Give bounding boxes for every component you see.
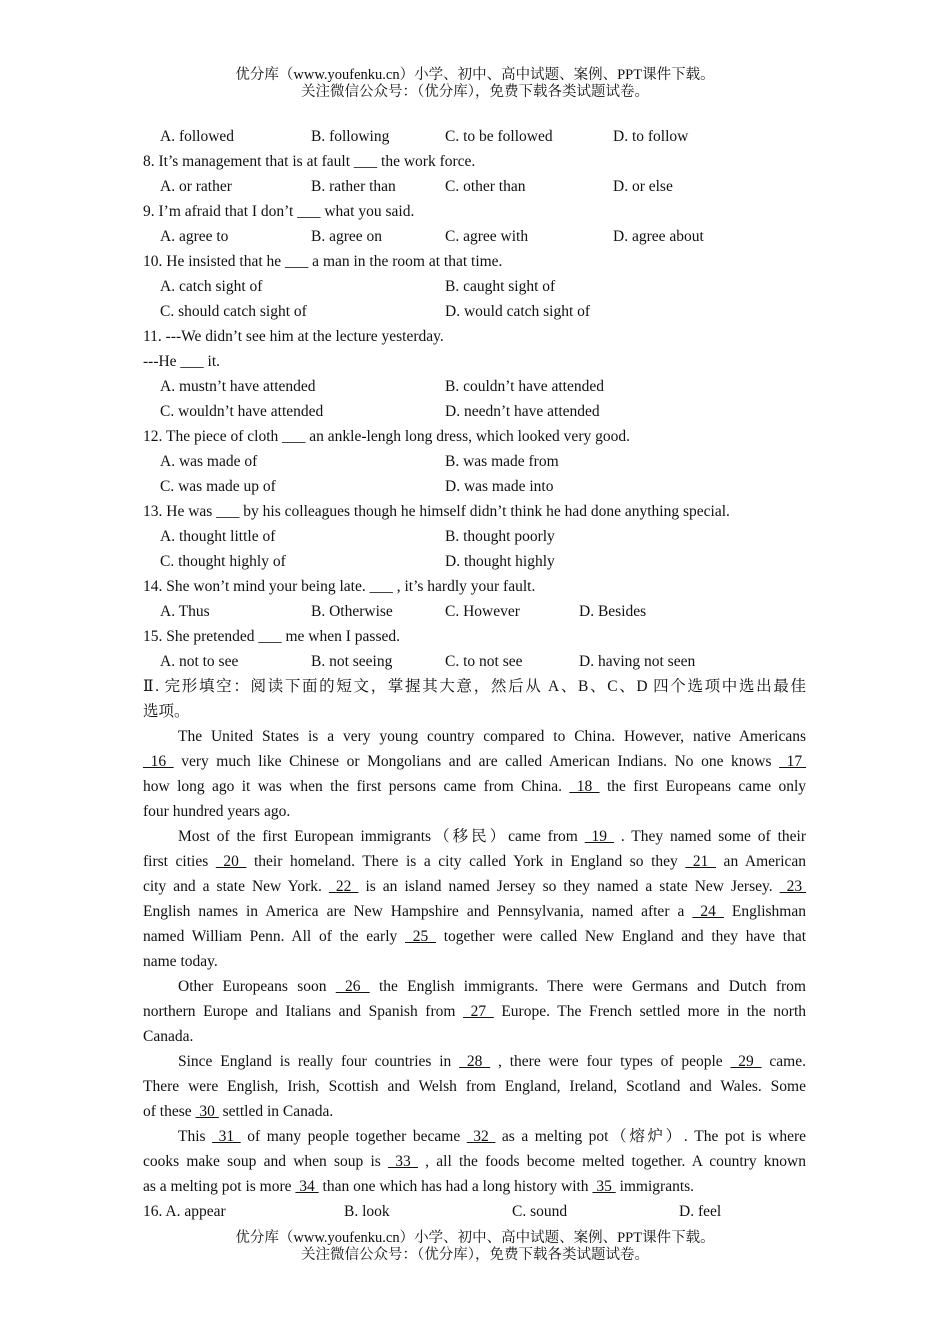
passage-text: than one which has had a long history with <box>318 1178 593 1195</box>
passage-text: Canada. <box>143 1028 194 1045</box>
blank-number: 34 <box>295 1178 319 1195</box>
q8-option-a: A. or rather <box>160 178 232 195</box>
q13-option-d: D. thought highly <box>445 553 555 570</box>
q11-option-b: B. couldn’t have attended <box>445 378 604 395</box>
q8-option-b: B. rather than <box>311 178 396 195</box>
q9-option-c: C. agree with <box>445 228 529 245</box>
passage-text: city and a state New York. <box>143 878 329 895</box>
exam-content <box>143 124 806 1224</box>
q16-options <box>143 1199 806 1224</box>
blank-number: 19 <box>584 828 614 845</box>
passage-text: English names in America are New Hampshire and Pennsylvania, named after a <box>143 903 693 920</box>
q14-option-d: D. Besides <box>579 603 647 620</box>
passage-line <box>143 999 806 1024</box>
blank-number: 24 <box>692 903 724 920</box>
blank-number: 30 <box>195 1103 219 1120</box>
q12-stem: 12. The piece of cloth ___ an ankle-lengh long dress, which looked very good. <box>143 428 630 445</box>
q12-option-b: B. was made from <box>445 453 559 470</box>
q13-options-ab <box>143 524 806 549</box>
passage-line <box>143 1124 806 1149</box>
q12-options-cd <box>143 474 806 499</box>
blank-number: 31 <box>212 1128 241 1145</box>
q12-option-a: A. was made of <box>160 453 258 470</box>
passage-line <box>143 799 806 824</box>
passage-line <box>143 1174 806 1199</box>
passage-text: Other Europeans soon <box>178 978 336 995</box>
passage-text: Europe. The French settled more in the north <box>493 1003 807 1020</box>
passage-text: , all the foods become melted together. A country known <box>417 1153 806 1170</box>
passage-text: settled in Canada. <box>218 1103 334 1120</box>
q8-options <box>143 174 806 199</box>
passage-text: came. <box>761 1053 806 1070</box>
passage-text: of these <box>143 1103 196 1120</box>
q10-option-b: B. caught sight of <box>445 278 556 295</box>
passage-text: four hundred years ago. <box>143 803 291 820</box>
q13-option-a: A. thought little of <box>160 528 276 545</box>
q11-option-d: D. needn’t have attended <box>445 403 600 420</box>
header-line-1: 优分库（www.youfenku.cn）小学、初中、高中试题、案例、PPT课件下载。 <box>235 67 715 83</box>
page-header <box>0 67 950 101</box>
q10-option-c: C. should catch sight of <box>160 303 307 320</box>
q10-stem: 10. He insisted that he ___ a man in the room at that time. <box>143 253 503 270</box>
passage-line <box>143 1049 806 1074</box>
q16-option-d: D. feel <box>679 1203 722 1220</box>
blank-number: 28 <box>459 1053 491 1070</box>
cloze-passage <box>143 724 806 1199</box>
section-2-heading: Ⅱ. 完形填空：阅读下面的短文，掌握其大意，然后从 A、B、C、D 四个选项中选出最佳 <box>143 678 806 695</box>
header-line-2: 关注微信公众号：（优分库），免费下载各类试题试卷。 <box>301 84 649 100</box>
passage-line <box>143 849 806 874</box>
q11-options-cd <box>143 399 806 424</box>
passage-text: of many people together became <box>240 1128 467 1145</box>
passage-text: Since England is really four countries in <box>178 1053 460 1070</box>
q10-options-cd <box>143 299 806 324</box>
blank-number: 17 <box>779 753 807 770</box>
q12-option-d: D. was made into <box>445 478 554 495</box>
passage-text: named William Penn. All of the early <box>143 928 406 945</box>
footer-line-2: 关注微信公众号：（优分库），免费下载各类试题试卷。 <box>301 1247 649 1263</box>
q9-options <box>143 224 806 249</box>
q11-reply: ---He ___ it. <box>143 353 221 370</box>
passage-text: an American <box>716 853 807 870</box>
q15-option-c: C. to not see <box>445 653 523 670</box>
q14-stem: 14. She won’t mind your being late. ___ , it’s hardly your fault. <box>143 578 536 595</box>
q10-option-a: A. catch sight of <box>160 278 263 295</box>
page-footer <box>0 1230 950 1264</box>
blank-number: 27 <box>463 1003 494 1020</box>
q9-stem: 9. I’m afraid that I don’t ___ what you said. <box>143 203 415 220</box>
passage-line <box>143 1149 806 1174</box>
q8-option-c: C. other than <box>445 178 526 195</box>
passage-text: together were called New England and they have that <box>436 928 807 945</box>
q11-option-c: C. wouldn’t have attended <box>160 403 324 420</box>
section-2-heading-cont: 选项。 <box>143 703 190 720</box>
blank-number: 29 <box>730 1053 762 1070</box>
blank-number: 32 <box>466 1128 496 1145</box>
blank-number: 23 <box>779 878 807 895</box>
q11-stem-2 <box>143 349 806 374</box>
q8-option-d: D. or else <box>613 178 673 195</box>
q13-stem: 13. He was ___ by his colleagues though he himself didn’t think he had done anything special. <box>143 503 730 520</box>
q12-option-c: C. was made up of <box>160 478 276 495</box>
passage-line <box>143 874 806 899</box>
q16-option-b: B. look <box>344 1203 390 1220</box>
passage-text: The United States is a very young country compared to China. However, native Americans <box>178 728 806 745</box>
q13-options-cd <box>143 549 806 574</box>
q13-option-b: B. thought poorly <box>445 528 555 545</box>
passage-text: first cities <box>143 853 216 870</box>
passage-line <box>143 899 806 924</box>
passage-text: very much like Chinese or Mongolians and are called American Indians. No one knows <box>173 753 780 770</box>
passage-line <box>143 1024 806 1049</box>
passage-text: northern Europe and Italians and Spanish from <box>143 1003 464 1020</box>
q9-option-a: A. agree to <box>160 228 229 245</box>
passage-text: name today. <box>143 953 218 970</box>
q11-stem: 11. ---We didn’t see him at the lecture yesterday. <box>143 328 444 345</box>
blank-number: 35 <box>592 1178 616 1195</box>
q15-option-b: B. not seeing <box>311 653 393 670</box>
passage-text: is an island named Jersey so they named a state New Jersey. <box>358 878 780 895</box>
blank-number: 20 <box>215 853 247 870</box>
passage-text: This <box>178 1128 213 1145</box>
q14-option-b: B. Otherwise <box>311 603 393 620</box>
q7-option-a: A. followed <box>160 128 235 145</box>
q10-options-ab <box>143 274 806 299</box>
q8-stem: 8. It’s management that is at fault ___ the work force. <box>143 153 476 170</box>
passage-line <box>143 774 806 799</box>
q7-options <box>143 124 806 149</box>
passage-line <box>143 949 806 974</box>
passage-line <box>143 724 806 749</box>
q14-options <box>143 599 806 624</box>
passage-text: immigrants. <box>615 1178 695 1195</box>
passage-text: Most of the first European immigrants（移民）came from <box>178 828 585 845</box>
q10-option-d: D. would catch sight of <box>445 303 591 320</box>
blank-number: 22 <box>328 878 359 895</box>
passage-text: . They named some of their <box>613 828 806 845</box>
blank-number: 25 <box>405 928 436 945</box>
q12-options-ab <box>143 449 806 474</box>
passage-text: cooks make soup and when soup is <box>143 1153 389 1170</box>
q16-option-c: C. sound <box>512 1203 568 1220</box>
passage-text: their homeland. There is a city called York in England so they <box>246 853 686 870</box>
passage-line <box>143 1074 806 1099</box>
blank-number: 21 <box>685 853 716 870</box>
q15-option-a: A. not to see <box>160 653 239 670</box>
footer-line-1: 优分库（www.youfenku.cn）小学、初中、高中试题、案例、PPT课件下载。 <box>235 1230 715 1246</box>
passage-line <box>143 749 806 774</box>
q13-option-c: C. thought highly of <box>160 553 286 570</box>
q11-option-a: A. mustn’t have attended <box>160 378 316 395</box>
q15-options <box>143 649 806 674</box>
passage-text: as a melting pot is more <box>143 1178 296 1195</box>
q9-option-d: D. agree about <box>613 228 704 245</box>
passage-text: Englishman <box>723 903 806 920</box>
passage-line <box>143 924 806 949</box>
q7-option-b: B. following <box>311 128 390 145</box>
passage-line <box>143 824 806 849</box>
passage-line <box>143 974 806 999</box>
blank-number: 26 <box>335 978 370 995</box>
q16-option-a: 16. A. appear <box>143 1203 226 1220</box>
q7-option-d: D. to follow <box>613 128 689 145</box>
blank-number: 33 <box>388 1153 418 1170</box>
q14-option-a: A. Thus <box>160 603 210 620</box>
q15-option-d: D. having not seen <box>579 653 696 670</box>
blank-number: 18 <box>569 778 600 795</box>
q15-stem: 15. She pretended ___ me when I passed. <box>143 628 400 645</box>
passage-text: the English immigrants. There were Germans and Dutch from <box>369 978 806 995</box>
q14-option-c: C. However <box>445 603 520 620</box>
blank-number: 16 <box>143 753 174 770</box>
q9-option-b: B. agree on <box>311 228 383 245</box>
passage-line <box>143 1099 806 1124</box>
passage-text: the first Europeans came only <box>599 778 807 795</box>
passage-text: There were English, Irish, Scottish and Welsh from England, Ireland, Scotland and Wales. Some <box>143 1078 806 1095</box>
q7-option-c: C. to be followed <box>445 128 553 145</box>
passage-text: , there were four types of people <box>490 1053 731 1070</box>
passage-text: as a melting pot（熔炉）. The pot is where <box>495 1128 806 1145</box>
passage-text: how long ago it was when the first persons came from China. <box>143 778 570 795</box>
q11-options-ab <box>143 374 806 399</box>
